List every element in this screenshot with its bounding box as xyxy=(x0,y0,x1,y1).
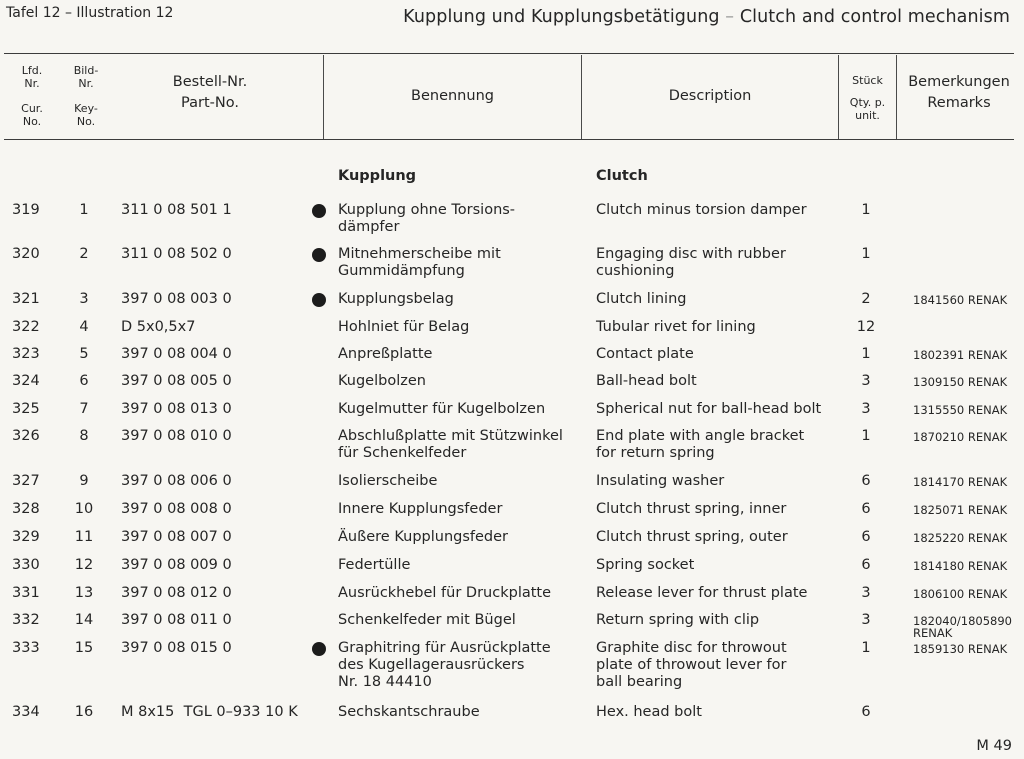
quantity: 1 xyxy=(861,640,871,656)
name-de: Federtülle xyxy=(338,557,411,573)
quantity: 6 xyxy=(861,704,871,720)
quantity: 3 xyxy=(861,585,871,601)
remark: 1315550 RENAK xyxy=(913,403,1008,417)
header-bottom-rule xyxy=(4,139,1014,140)
name-de: Anpreßplatte xyxy=(338,346,433,362)
quantity: 6 xyxy=(861,557,871,573)
description-en: Spherical nut for ball-head bolt xyxy=(596,401,822,417)
page-number: M 49 xyxy=(976,738,1012,754)
header-bild-nr: Bild- Nr. xyxy=(73,64,99,90)
cur-no: 323 xyxy=(12,346,40,362)
cur-no: 324 xyxy=(12,373,40,389)
part-no: 397 0 08 005 0 xyxy=(121,373,232,389)
name-de: Graphitring für Ausrückplatte des Kugellagerausrückers Nr. 18 44410 xyxy=(338,640,551,690)
part-no: 397 0 08 003 0 xyxy=(121,291,232,307)
name-de: Kugelbolzen xyxy=(338,373,426,389)
cur-no: 325 xyxy=(12,401,40,417)
section-heading-de: Kupplung xyxy=(338,168,417,184)
key-no: 6 xyxy=(79,373,89,389)
description-en: Hex. head bolt xyxy=(596,704,702,720)
title-english: Clutch and control mechanism xyxy=(739,7,1010,27)
quantity: 1 xyxy=(861,428,871,444)
description-en: Release lever for thrust plate xyxy=(596,585,808,601)
remark: 1806100 RENAK xyxy=(913,587,1008,601)
quantity: 3 xyxy=(861,373,871,389)
header-remarks: Bemerkungen Remarks xyxy=(908,74,1010,111)
cur-no: 321 xyxy=(12,291,40,307)
part-no: 397 0 08 010 0 xyxy=(121,428,232,444)
cur-no: 332 xyxy=(12,612,40,628)
cur-no: 334 xyxy=(12,704,40,720)
part-no: 397 0 08 008 0 xyxy=(121,501,232,517)
description-en: Ball-head bolt xyxy=(596,373,697,389)
part-no: M 8x15 TGL 0–933 10 K xyxy=(121,704,298,720)
name-de: Isolierscheibe xyxy=(338,473,438,489)
key-no: 4 xyxy=(79,319,89,335)
key-no: 9 xyxy=(79,473,89,489)
cur-no: 327 xyxy=(12,473,40,489)
header-stueck: Stück xyxy=(852,74,883,87)
part-no: D 5x0,5x7 xyxy=(121,319,196,335)
key-no: 15 xyxy=(74,640,94,656)
part-no: 311 0 08 501 1 xyxy=(121,202,232,218)
quantity: 6 xyxy=(861,529,871,545)
header-top-rule xyxy=(4,53,1014,54)
plate-label: Tafel 12 – Illustration 12 xyxy=(6,5,174,21)
key-no: 16 xyxy=(74,704,94,720)
part-no: 397 0 08 007 0 xyxy=(121,529,232,545)
quantity: 2 xyxy=(861,291,871,307)
part-no: 311 0 08 502 0 xyxy=(121,246,232,262)
remark: 1309150 RENAK xyxy=(913,375,1008,389)
key-no: 8 xyxy=(79,428,89,444)
remark: 1841560 RENAK xyxy=(913,293,1008,307)
name-de: Kugelmutter für Kugelbolzen xyxy=(338,401,546,417)
header-part-no: Bestell-Nr. Part-No. xyxy=(172,74,248,111)
key-no: 5 xyxy=(79,346,89,362)
header-benennung: Benennung xyxy=(411,88,494,104)
cur-no: 320 xyxy=(12,246,40,262)
description-en: Spring socket xyxy=(596,557,695,573)
remark: 1870210 RENAK xyxy=(913,430,1008,444)
part-no: 397 0 08 006 0 xyxy=(121,473,232,489)
description-en: Insulating washer xyxy=(596,473,725,489)
header-key-no: Key- No. xyxy=(74,102,98,128)
description-en: Tubular rivet for lining xyxy=(596,319,756,335)
quantity: 6 xyxy=(861,501,871,517)
description-en: Graphite disc for throwout plate of throwout lever for ball bearing xyxy=(596,640,787,690)
cur-no: 333 xyxy=(12,640,40,656)
header-lfd-nr: Lfd. Nr. xyxy=(21,64,43,90)
remark: 182040/1805890 RENAK xyxy=(913,614,1012,640)
cur-no: 319 xyxy=(12,202,40,218)
marker-dot-icon xyxy=(312,204,326,218)
name-de: Innere Kupplungsfeder xyxy=(338,501,503,517)
description-en: Return spring with clip xyxy=(596,612,760,628)
quantity: 1 xyxy=(861,246,871,262)
title-german: Kupplung und Kupplungsbetätigung xyxy=(403,7,720,27)
cur-no: 328 xyxy=(12,501,40,517)
name-de: Äußere Kupplungsfeder xyxy=(338,529,508,545)
description-en: Engaging disc with rubber cushioning xyxy=(596,246,786,279)
marker-dot-icon xyxy=(312,642,326,656)
quantity: 3 xyxy=(861,612,871,628)
key-no: 12 xyxy=(74,557,94,573)
part-no: 397 0 08 013 0 xyxy=(121,401,232,417)
name-de: Kupplung ohne Torsions- dämpfer xyxy=(338,202,516,235)
cur-no: 326 xyxy=(12,428,40,444)
part-no: 397 0 08 009 0 xyxy=(121,557,232,573)
remark: 1802391 RENAK xyxy=(913,348,1008,362)
cur-no: 331 xyxy=(12,585,40,601)
key-no: 7 xyxy=(79,401,89,417)
header-cur-no: Cur. No. xyxy=(21,102,43,128)
remark: 1814180 RENAK xyxy=(913,559,1008,573)
name-de: Sechskantschraube xyxy=(338,704,480,720)
part-no: 397 0 08 012 0 xyxy=(121,585,232,601)
description-en: Clutch thrust spring, outer xyxy=(596,529,788,545)
page-title xyxy=(403,7,1010,27)
name-de: Schenkelfeder mit Bügel xyxy=(338,612,516,628)
header-qty: Qty. p. unit. xyxy=(849,96,886,122)
key-no: 11 xyxy=(74,529,94,545)
cur-no: 322 xyxy=(12,319,40,335)
remark: 1825220 RENAK xyxy=(913,531,1008,545)
cur-no: 329 xyxy=(12,529,40,545)
remark: 1825071 RENAK xyxy=(913,503,1008,517)
key-no: 10 xyxy=(74,501,94,517)
quantity: 1 xyxy=(861,202,871,218)
remark: 1814170 RENAK xyxy=(913,475,1008,489)
description-en: Contact plate xyxy=(596,346,694,362)
description-en: Clutch lining xyxy=(596,291,687,307)
quantity: 3 xyxy=(861,401,871,417)
marker-dot-icon xyxy=(312,248,326,262)
cur-no: 330 xyxy=(12,557,40,573)
quantity: 1 xyxy=(861,346,871,362)
part-no: 397 0 08 015 0 xyxy=(121,640,232,656)
title-separator: – xyxy=(725,7,735,27)
name-de: Abschlußplatte mit Stützwinkel für Schenkelfeder xyxy=(338,428,563,461)
description-en: Clutch minus torsion damper xyxy=(596,202,807,218)
quantity: 12 xyxy=(856,319,876,335)
key-no: 13 xyxy=(74,585,94,601)
key-no: 2 xyxy=(79,246,89,262)
part-no: 397 0 08 011 0 xyxy=(121,612,232,628)
key-no: 1 xyxy=(79,202,89,218)
key-no: 3 xyxy=(79,291,89,307)
header-description: Description xyxy=(668,88,752,104)
name-de: Ausrückhebel für Druckplatte xyxy=(338,585,552,601)
description-en: End plate with angle bracket for return spring xyxy=(596,428,805,461)
name-de: Mitnehmerscheibe mit Gummidämpfung xyxy=(338,246,501,279)
key-no: 14 xyxy=(74,612,94,628)
description-en: Clutch thrust spring, inner xyxy=(596,501,787,517)
name-de: Kupplungsbelag xyxy=(338,291,454,307)
name-de: Hohlniet für Belag xyxy=(338,319,470,335)
marker-dot-icon xyxy=(312,293,326,307)
section-heading-en: Clutch xyxy=(596,168,648,184)
part-no: 397 0 08 004 0 xyxy=(121,346,232,362)
remark: 1859130 RENAK xyxy=(913,642,1008,656)
quantity: 6 xyxy=(861,473,871,489)
